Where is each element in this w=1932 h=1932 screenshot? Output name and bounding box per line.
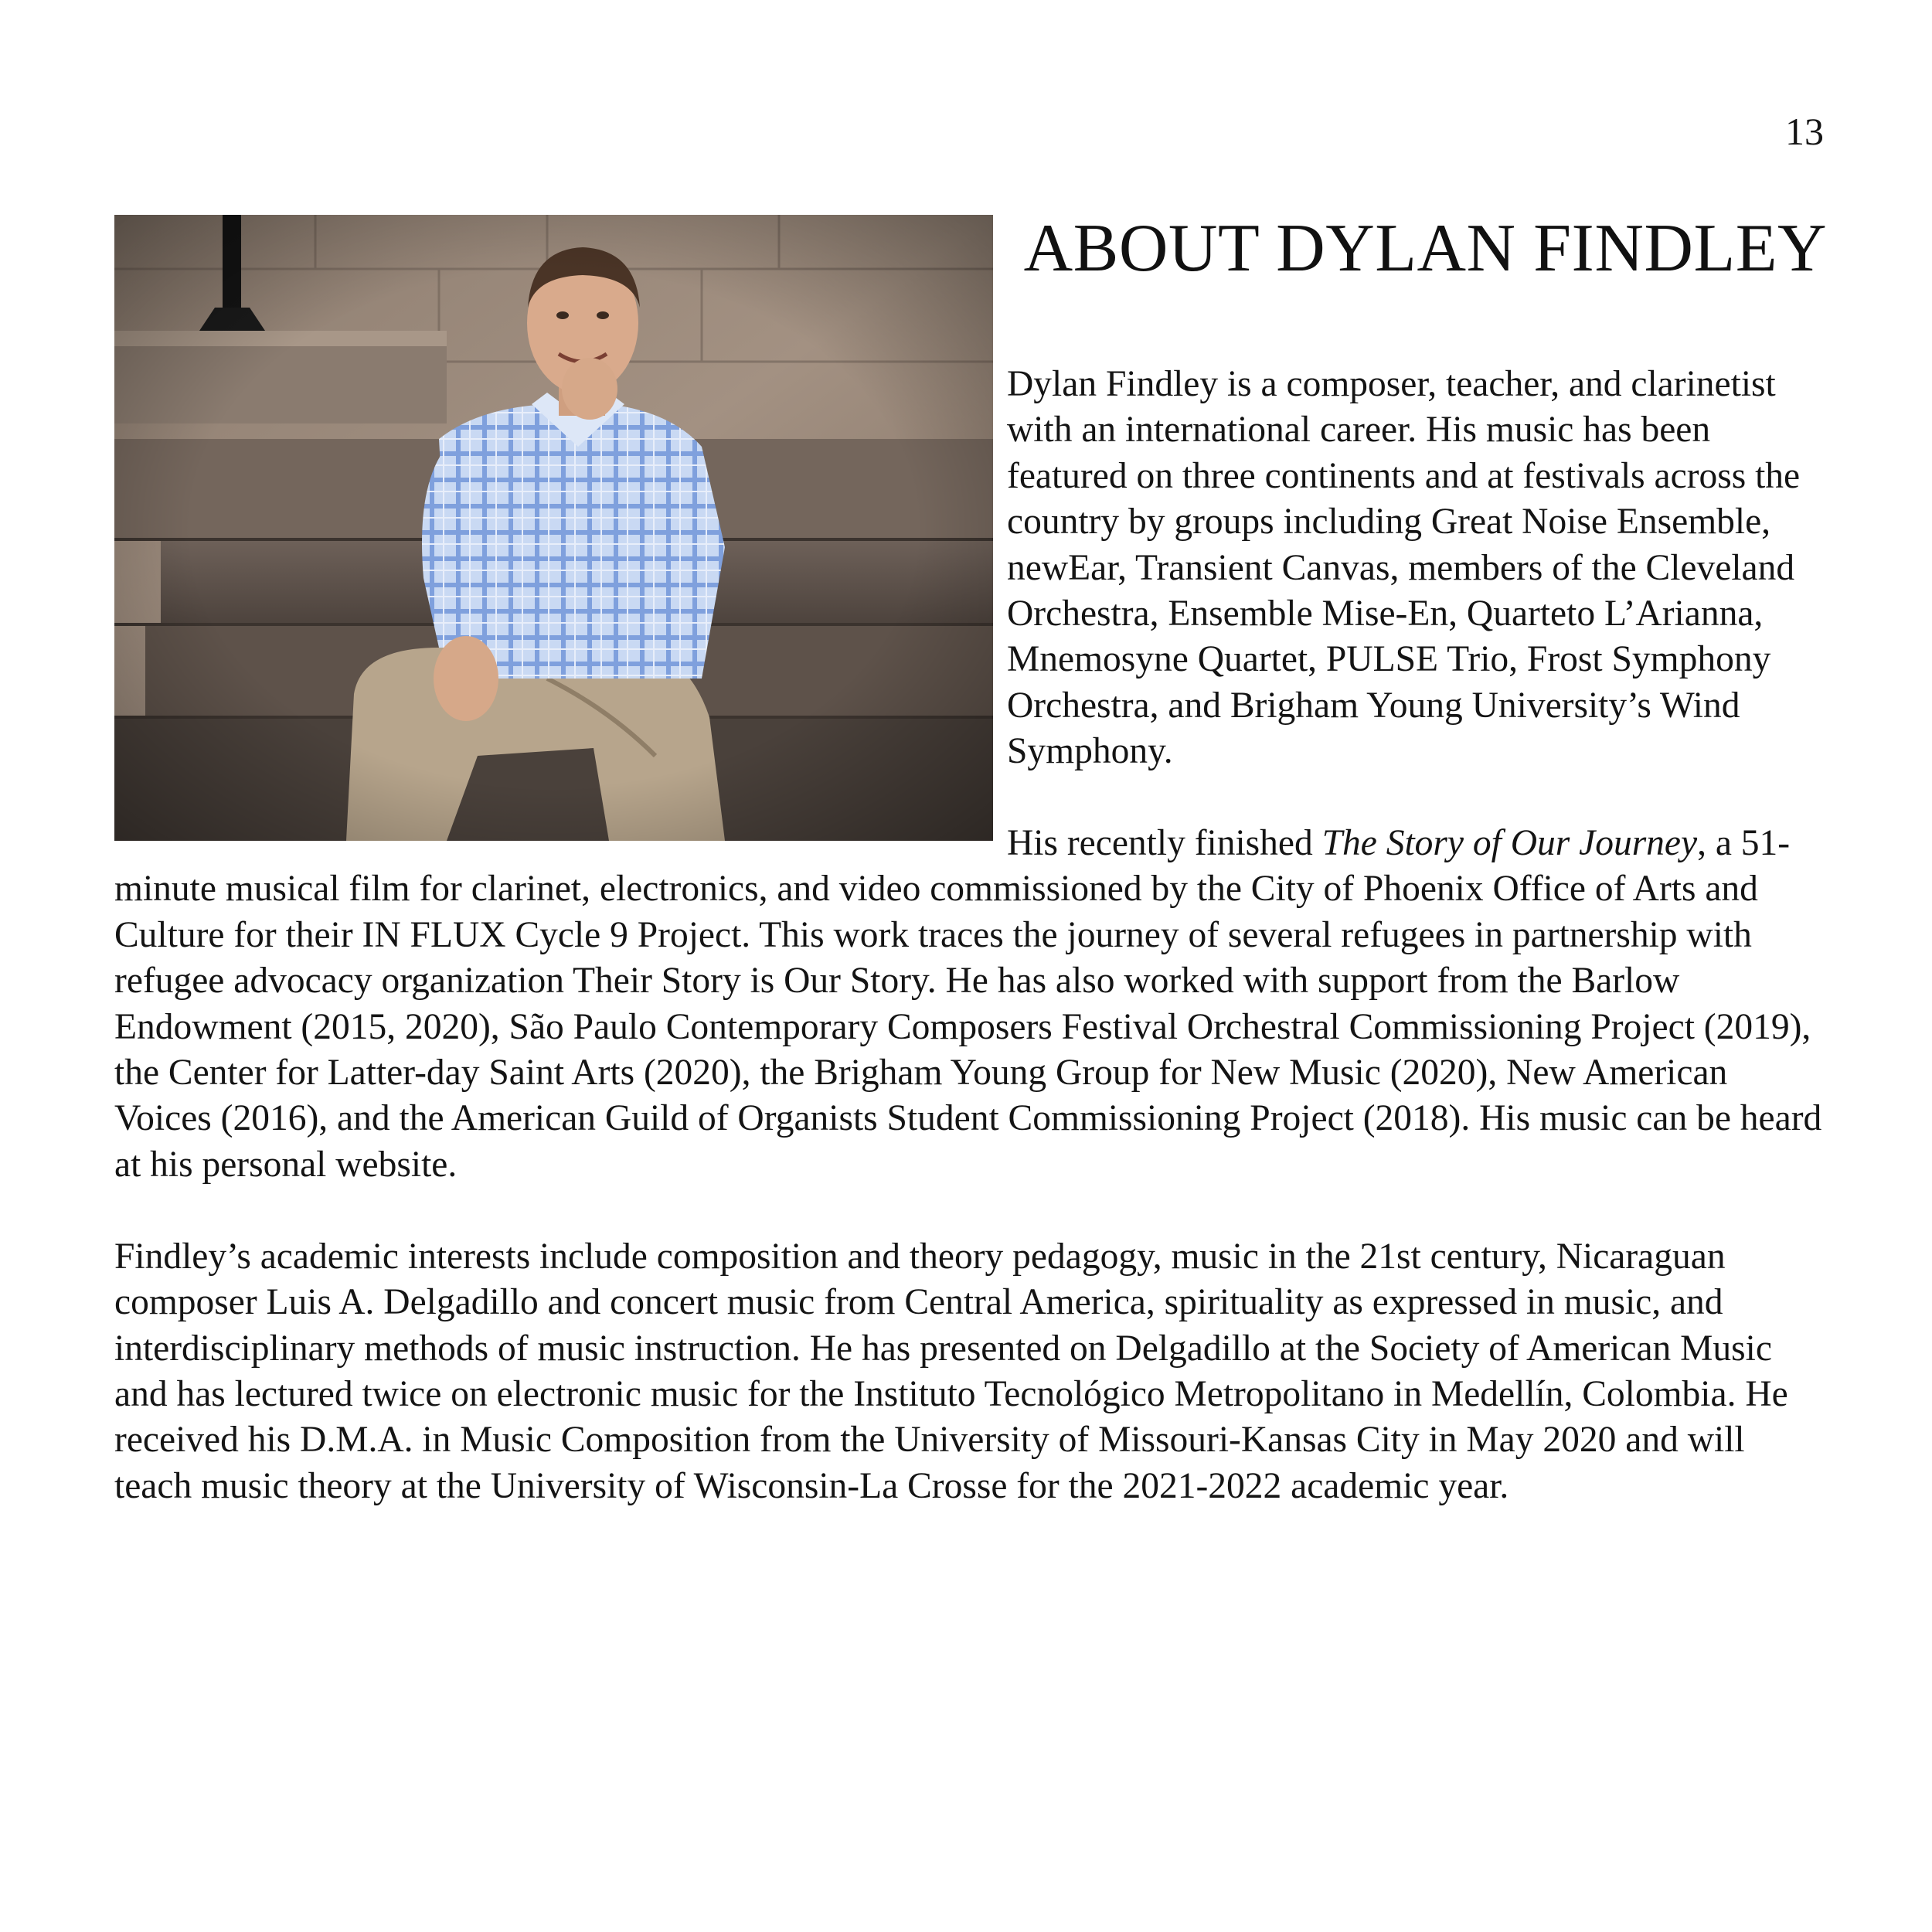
- page-title: ABOUT DYLAN FINDLEY: [1023, 211, 1827, 286]
- article: [114, 209, 1827, 1509]
- bio-paragraph-3: Findley’s academic interests include composition and theory pedagogy, music in the 21st century, Nicaraguan composer Luis A. Delgadillo and concert music from Central America, spirituality as expressed in music, and interdisciplinary methods of music instruction. He has presented on Delgadillo at the Society of American Music and has lectured twice on electronic music for the Instituto Tecnológico Metropolitano in Medellín, Colombia. He received his D.M.A. in Music Composition from the University of Missouri-Kansas City in May 2020 and will teach music theory at the University of Wisconsin-La Crosse for the 2021-2022 academic year.: [114, 1236, 1788, 1506]
- page-number: 13: [1785, 110, 1824, 153]
- portrait-photo: [114, 215, 993, 841]
- work-title: The Story of Our Journey: [1321, 823, 1698, 864]
- bio-paragraph-2-rest: , a 51-minute musical film for clarinet, electronics, and video commissioned by the City of Phoenix Office of Arts and Culture for their IN FLUX Cycle 9 Project. This work traces the journey of several refugees in partnership with refugee advocacy organization Their Story is Our Story. He has also worked with support from the Barlow Endowment (2015, 2020), São Paulo Contemporary Composers Festival Orchestral Commissioning Project (2019), the Center for Latter-day Saint Arts (2020), the Brigham Young Group for New Music (2020), New American Voices (2016), and the American Guild of Organists Student Commissioning Project (2018). His music can be heard at his personal website.: [114, 823, 1822, 1185]
- bio-paragraph-2-intro: His recently finished: [1007, 823, 1322, 864]
- bio-paragraph-2: [114, 821, 1827, 1188]
- bio-paragraph-1: Dylan Findley is a composer, teacher, and clarinetist with an international career. His music has been featured on three continents and at festivals across the country by groups including Great Noise Ensemble, newEar, Transient Canvas, members of the Cleveland Orchestra, Ensemble Mise-En, Quarteto L’Arianna, Mnemosyne Quartet, PULSE Trio, Frost Symphony Orchestra, and Brigham Young University’s Wind Symphony.: [1007, 364, 1801, 772]
